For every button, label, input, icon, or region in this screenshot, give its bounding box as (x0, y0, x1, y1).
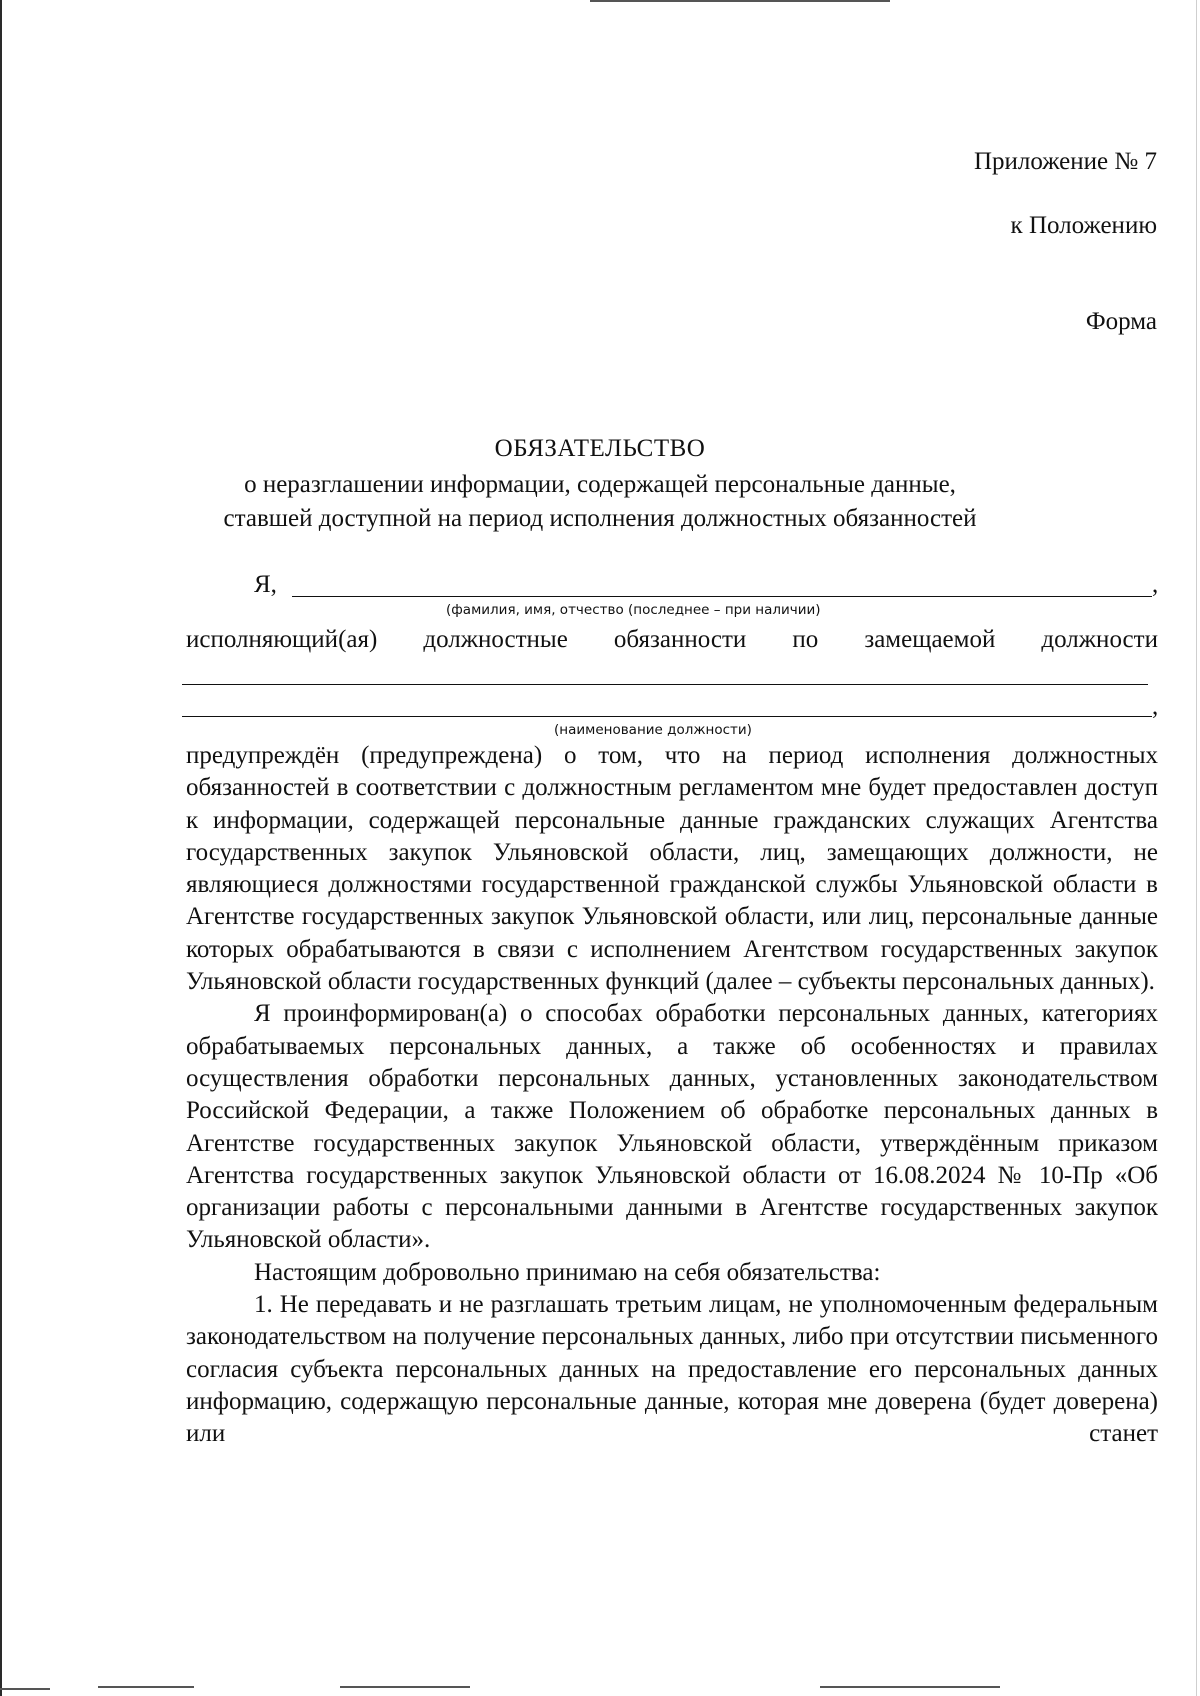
duties-word: исполняющий(ая) (186, 626, 378, 653)
paragraph-warning: предупреждён (предупреждена) о том, что на период исполнения должностных обязанностей в соответствии с должностным регламентом мне будет предоставлен доступ к информации, содержащей персональные данные гражданских служащих Агентства государственных закупок Ульяновской области, лиц, замещающих должности, не являющиеся должностями государственной гражданской службы Ульяновской области в Агентстве государственных закупок Ульяновской области, или лиц, персональные данные которых обрабатываются в связи с исполнением Агентством государственных закупок Ульяновской области государственных функций (далее – субъекты персональных данных). (186, 742, 1158, 996)
duties-word: замещаемой (864, 626, 996, 653)
paragraph-obligations-intro: Настоящим добровольно принимаю на себя обязательства: (254, 1258, 881, 1286)
form-label: Форма (1085, 308, 1157, 335)
duties-word: должности (1041, 626, 1158, 653)
to-regulation: к Положению (1010, 212, 1157, 239)
position-field-line-1[interactable] (182, 684, 1148, 685)
duties-line (186, 625, 1158, 655)
duties-word: по (792, 626, 819, 653)
duties-word: обязанности (613, 626, 747, 653)
document-subtitle-line-1: о неразглашении информации, содержащей персональные данные, (244, 471, 956, 498)
scan-edge-top (590, 0, 890, 2)
name-field-comma: , (1152, 571, 1159, 598)
position-field-comma: , (1152, 693, 1159, 720)
name-field-line[interactable] (292, 596, 1152, 597)
name-field-caption: (фамилия, имя, отчество (последнее – при наличии) (446, 602, 821, 618)
scan-edge-right (1196, 0, 1197, 1696)
document-title: ОБЯЗАТЕЛЬСТВО (494, 435, 706, 462)
document-body (186, 740, 1158, 1451)
position-field-line-2[interactable] (182, 716, 1152, 717)
paragraph-obligation-1: 1. Не передавать и не разглашать третьим лицам, не уполномоченным федеральным законодательством на получение персональных данных, либо при отсутствии письменного согласия субъекта персональных данных на предоставление его персональных данных информацию, содержащую персональные данные, которая мне доверена (будет доверена) или станет (186, 1291, 1158, 1448)
paragraph-informed: Я проинформирован(а) о способах обработки персональных данных, категориях обрабатываемых персональных данных, а также об особенностях и правилах осуществления обработки персональных данных, установленных законодательством Российской Федерации, а также Положением об обработке персональных данных в Агентстве государственных закупок Ульяновской области, утверждённым приказом Агентства государственных закупок Ульяновской области от 16.08.2024 № 10-Пр «Об организации работы с персональными данными в Агентстве государственных закупок Ульяновской области». (186, 1000, 1158, 1254)
scan-footer-marks (0, 1680, 1200, 1696)
appendix-number: Приложение № 7 (973, 148, 1157, 175)
scan-edge-left (0, 0, 2, 1696)
position-field-caption: (наименование должности) (554, 722, 752, 738)
i-prefix: Я, (254, 571, 277, 598)
duties-word: должностные (423, 626, 568, 653)
document-subtitle-line-2: ставшей доступной на период исполнения должностных обязанностей (223, 505, 977, 532)
